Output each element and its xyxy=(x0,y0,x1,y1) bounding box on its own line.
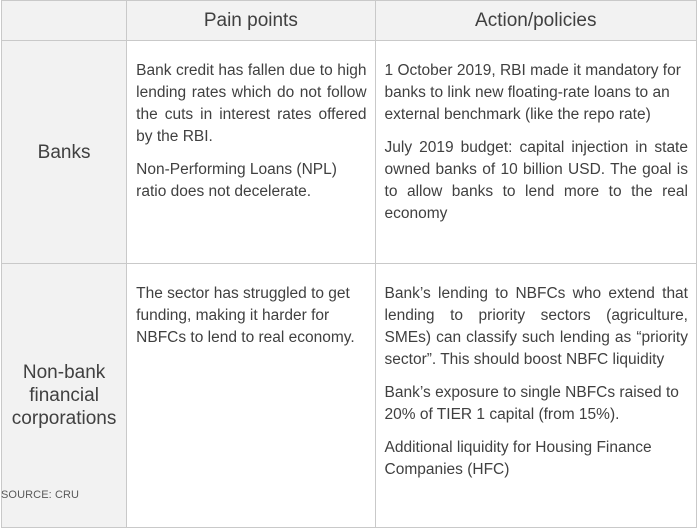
pain-point: Non-Performing Loans (NPL) ratio does not decelerate. xyxy=(136,161,337,200)
action-policy: Bank’s exposure to single NBFCs raised to 20% of TIER 1 capital (from 15%). xyxy=(384,384,679,423)
entity-nbfc: Non-bank financial corporations xyxy=(2,264,127,528)
header-entity xyxy=(2,1,127,41)
actions-nbfc xyxy=(375,264,696,528)
source-note: SOURCE: CRU xyxy=(1,489,80,501)
actions-banks xyxy=(375,41,696,264)
entity-banks: Banks xyxy=(2,41,127,264)
table-header-row xyxy=(2,1,697,41)
policy-table xyxy=(1,0,697,528)
table-row-banks xyxy=(2,41,697,264)
pain-points-nbfc xyxy=(127,264,375,528)
action-policy: Bank’s lending to NBFCs who extend that lending to priority sectors (agriculture, SMEs) can classify such lending as “priority sector”. This should boost NBFC liquidity xyxy=(384,285,688,368)
header-pain-points: Pain points xyxy=(127,1,375,41)
action-policy: 1 October 2019, RBI made it mandatory for banks to link new floating-rate loans to an external benchmark (like the repo rate) xyxy=(384,62,681,123)
pain-points-banks xyxy=(127,41,375,264)
table-row-nbfc xyxy=(2,264,697,528)
pain-point: Bank credit has fallen due to high lending rates which do not follow the cuts in interest rates offered by the RBI. xyxy=(136,62,367,145)
action-policy: July 2019 budget: capital injection in state owned banks of 10 billion USD. The goal is to allow banks to lend more to the real economy xyxy=(384,139,688,222)
action-policy: Additional liquidity for Housing Finance Companies (HFC) xyxy=(384,439,652,478)
header-action-policies: Action/policies xyxy=(375,1,696,41)
pain-point: The sector has struggled to get funding, making it harder for NBFCs to lend to real economy. xyxy=(136,285,355,346)
